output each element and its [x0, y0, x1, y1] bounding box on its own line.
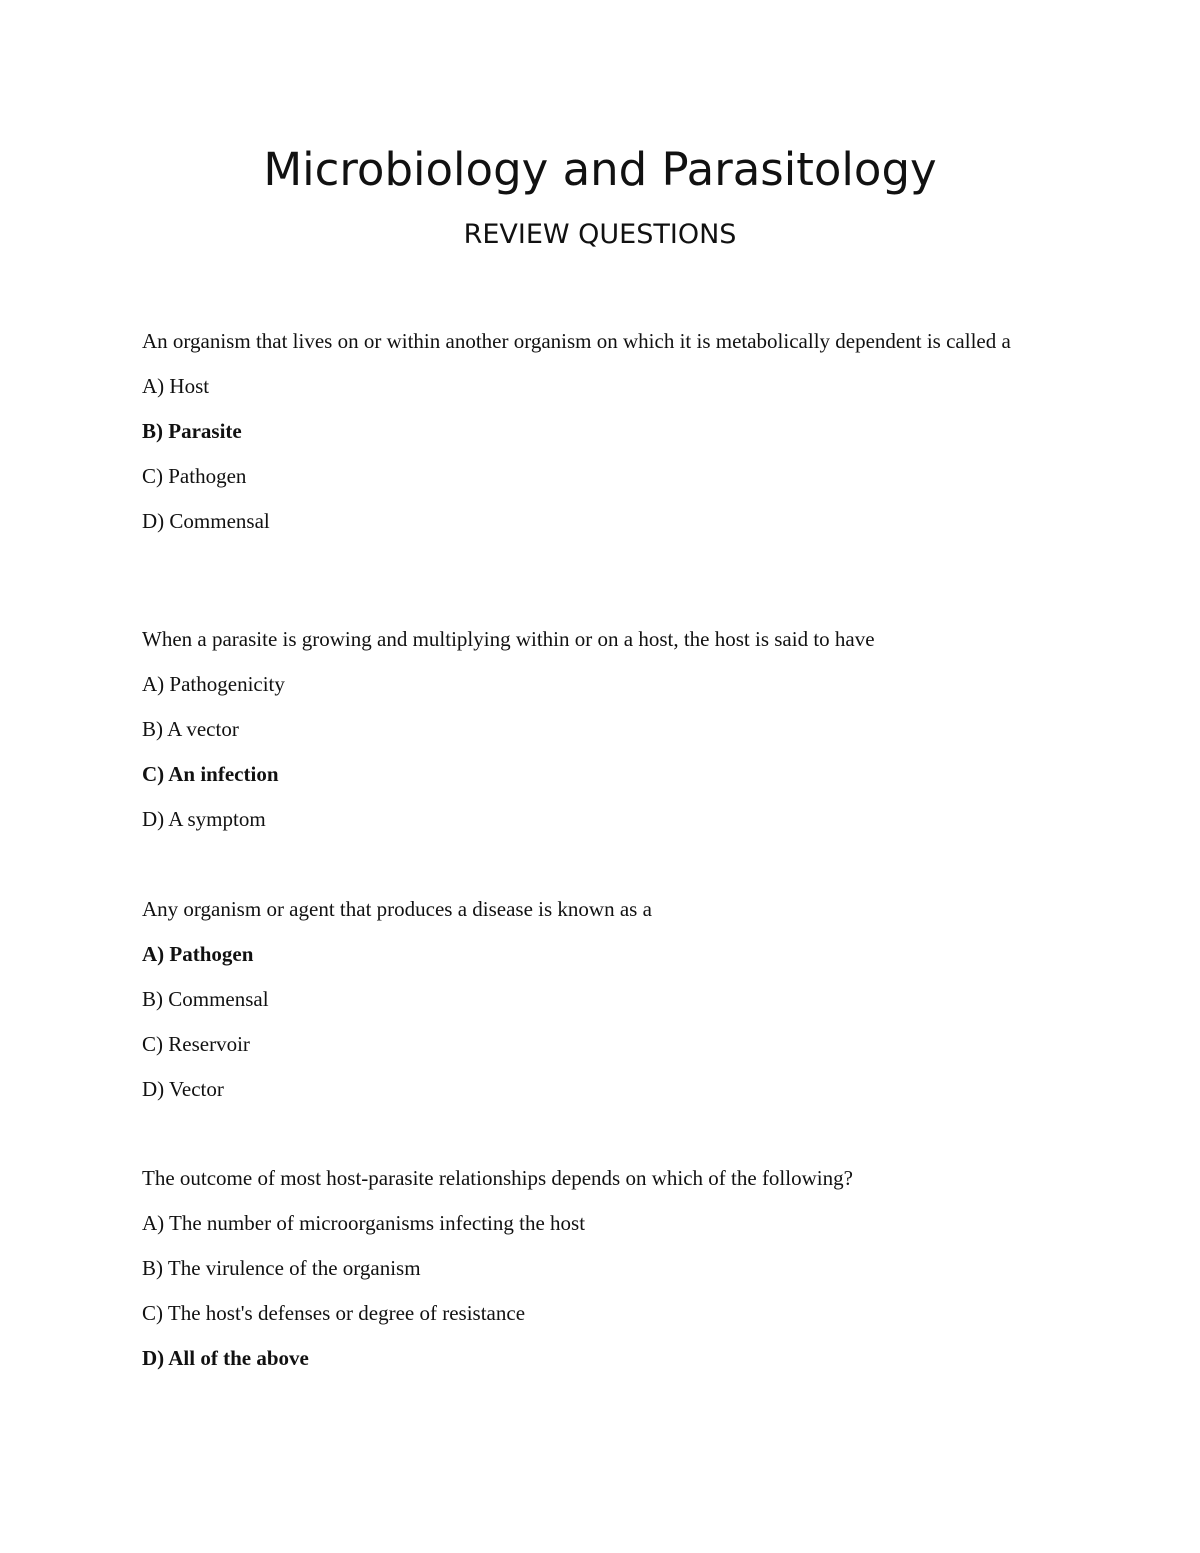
- option-d: D) A symptom: [142, 807, 266, 831]
- option-c: C) Pathogen: [142, 464, 247, 488]
- question-3: [142, 895, 1062, 1103]
- option-c-correct: C) An infection: [142, 762, 279, 786]
- question-text: The outcome of most host-parasite relationships depends on which of the following?: [142, 1166, 853, 1190]
- option-a: A) Host: [142, 374, 210, 398]
- question-4: [142, 1164, 1062, 1372]
- option-c: C) The host's defenses or degree of resistance: [142, 1301, 526, 1325]
- option-b: B) The virulence of the organism: [142, 1256, 421, 1280]
- question-2: [142, 625, 1062, 833]
- question-text: Any organism or agent that produces a disease is known as a: [142, 897, 652, 921]
- option-a-correct: A) Pathogen: [142, 942, 254, 966]
- option-b-correct: B) Parasite: [142, 419, 242, 443]
- option-b: B) A vector: [142, 717, 239, 741]
- option-a: A) Pathogenicity: [142, 672, 285, 696]
- option-d: D) Vector: [142, 1077, 224, 1101]
- option-d-correct: D) All of the above: [142, 1346, 309, 1370]
- option-a: A) The number of microorganisms infecting the host: [142, 1211, 586, 1235]
- question-1: [142, 327, 1062, 535]
- document-title: Microbiology and Parasitology: [263, 143, 937, 196]
- option-c: C) Reservoir: [142, 1032, 250, 1056]
- option-b: B) Commensal: [142, 987, 269, 1011]
- document-subtitle: REVIEW QUESTIONS: [463, 219, 737, 250]
- question-text: An organism that lives on or within another organism on which it is metabolically dependent is called a: [142, 329, 1011, 353]
- question-text: When a parasite is growing and multiplying within or on a host, the host is said to have: [142, 627, 875, 651]
- option-d: D) Commensal: [142, 509, 270, 533]
